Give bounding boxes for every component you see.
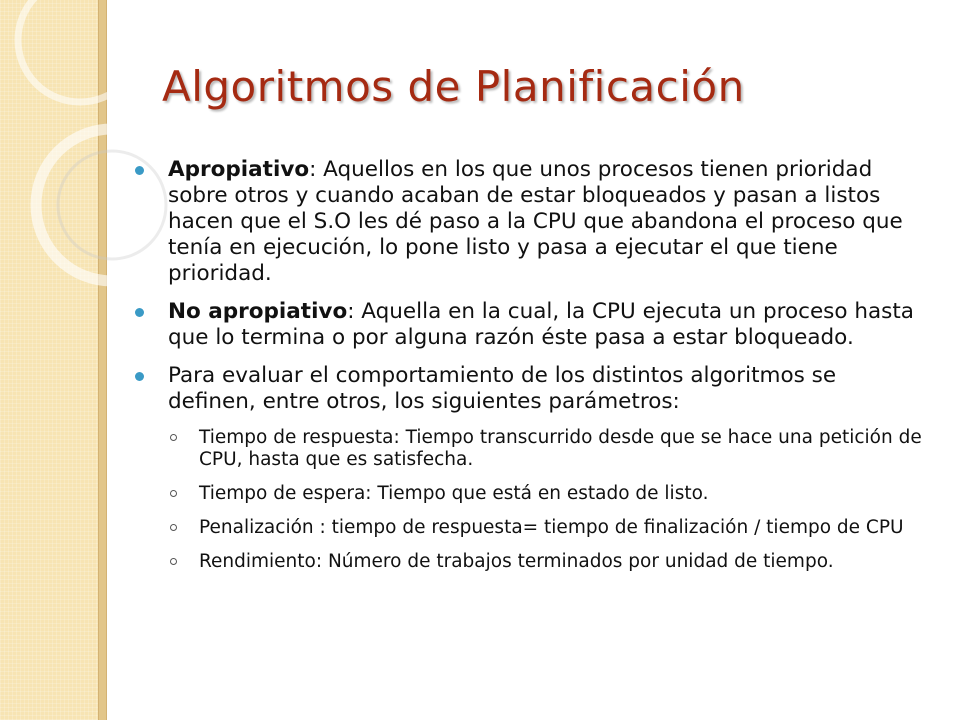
subitem-text: Penalización : tiempo de respuesta= tiempo de finalización / tiempo de CPU	[199, 517, 904, 538]
bullet-marker	[135, 308, 144, 317]
subitem-text: Tiempo de espera: Tiempo que está en estado de listo.	[199, 483, 709, 504]
bullet-text: : Aquella en la cual, la CPU ejecuta un proceso hasta que lo termina o por alguna razón éste pasa a estar bloqueado.	[168, 299, 914, 350]
subitem-tiempo-respuesta	[135, 427, 925, 471]
subitem-marker	[170, 524, 177, 531]
subitem-rendimiento	[135, 551, 925, 573]
bullet-apropiativo	[135, 157, 925, 287]
bullet-text: : Aquellos en los que unos procesos tienen prioridad sobre otros y cuando acaban de estar bloqueados y pasan a listos hacen que el S.O les dé paso a la CPU que abandona el proceso que tenía en ejecución, lo pone listo y pasa a ejecutar el que tiene prioridad.	[168, 157, 903, 286]
subitem-marker	[170, 434, 177, 441]
bullet-marker	[135, 166, 144, 175]
bullet-term: Apropiativo	[168, 157, 310, 182]
decorative-side-border	[98, 0, 107, 720]
subitem-tiempo-espera	[135, 483, 925, 505]
bullet-marker	[135, 372, 144, 381]
bullet-term: No apropiativo	[168, 299, 348, 324]
slide-content	[135, 157, 925, 585]
decorative-side-panel	[0, 0, 98, 720]
subitem-text: Rendimiento: Número de trabajos terminados por unidad de tiempo.	[199, 551, 834, 572]
subitem-marker	[170, 558, 177, 565]
subitem-penalizacion	[135, 517, 925, 539]
bullet-text: Para evaluar el comportamiento de los distintos algoritmos se definen, entre otros, los siguientes parámetros:	[168, 363, 837, 414]
subitem-text: Tiempo de respuesta: Tiempo transcurrido desde que se hace una petición de CPU, hasta que es satisfecha.	[199, 427, 922, 470]
bullet-no-apropiativo	[135, 299, 925, 351]
slide-title: Algoritmos de Planificación	[162, 62, 745, 111]
bullet-parametros	[135, 363, 925, 415]
subitem-marker	[170, 490, 177, 497]
subitem-list	[135, 427, 925, 573]
